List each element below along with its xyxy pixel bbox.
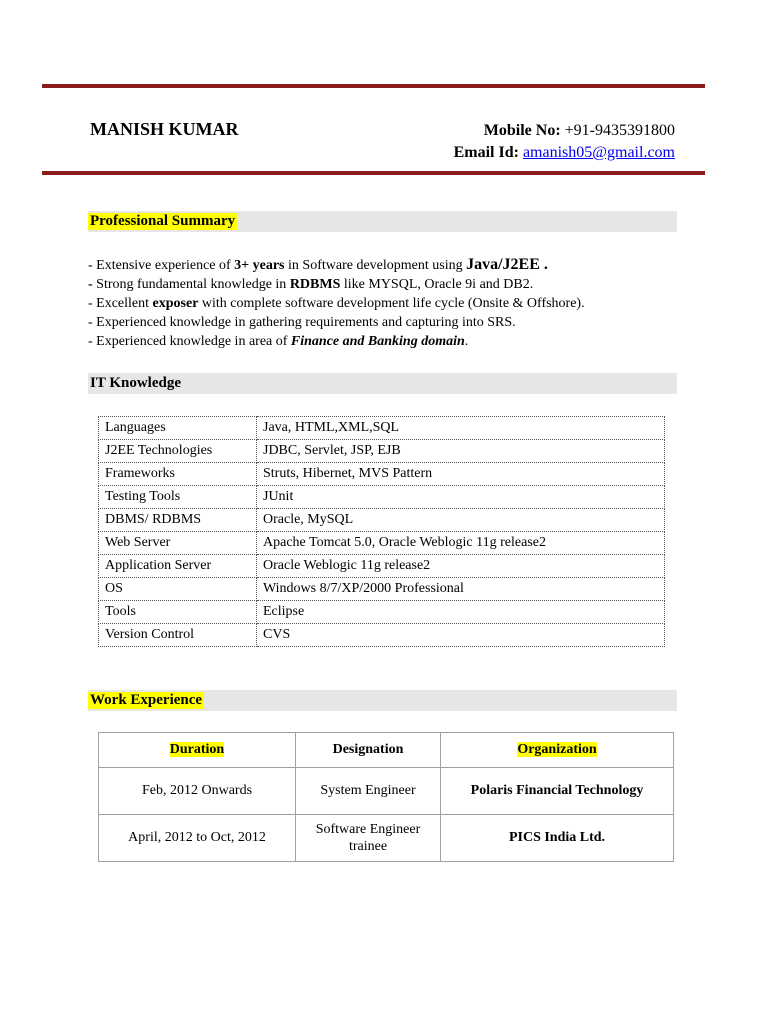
contact-block bbox=[454, 120, 675, 164]
table-header-row bbox=[99, 733, 674, 768]
table-row bbox=[99, 463, 665, 486]
column-header-organization: Organization bbox=[441, 733, 674, 768]
table-cell: JUnit bbox=[257, 486, 665, 509]
table-cell: Windows 8/7/XP/2000 Professional bbox=[257, 578, 665, 601]
table-cell: Frameworks bbox=[99, 463, 257, 486]
summary-line: - Strong fundamental knowledge in RDBMS like MYSQL, Oracle 9i and DB2. bbox=[88, 277, 534, 292]
candidate-name: MANISH KUMAR bbox=[90, 119, 239, 139]
table-cell: CVS bbox=[257, 624, 665, 647]
table-row bbox=[99, 532, 665, 555]
mobile-value: +91-9435391800 bbox=[560, 122, 675, 139]
table-cell: Polaris Financial Technology bbox=[441, 768, 674, 815]
summary-line: - Extensive experience of 3+ years in Software development using Java/J2EE . bbox=[88, 256, 548, 273]
bottom-rule bbox=[42, 171, 705, 175]
table-cell: Software Engineer trainee bbox=[296, 815, 441, 862]
table-cell: Oracle Weblogic 11g release2 bbox=[257, 555, 665, 578]
table-cell: System Engineer bbox=[296, 768, 441, 815]
table-row bbox=[99, 555, 665, 578]
top-rule bbox=[42, 84, 705, 88]
table-cell: Eclipse bbox=[257, 601, 665, 624]
column-header-duration: Duration bbox=[99, 733, 296, 768]
email-link[interactable]: amanish05@gmail.com bbox=[522, 144, 675, 161]
work-section-bar bbox=[88, 690, 677, 711]
email-line bbox=[454, 142, 675, 164]
table-cell: OS bbox=[99, 578, 257, 601]
table-row bbox=[99, 601, 665, 624]
table-cell: Web Server bbox=[99, 532, 257, 555]
summary-section-title: Professional Summary bbox=[90, 213, 236, 229]
table-cell: April, 2012 to Oct, 2012 bbox=[99, 815, 296, 862]
table-cell: Java, HTML,XML,SQL bbox=[257, 417, 665, 440]
table-cell: J2EE Technologies bbox=[99, 440, 257, 463]
column-header-designation: Designation bbox=[296, 733, 441, 768]
table-row bbox=[99, 815, 674, 862]
summary-list bbox=[88, 255, 688, 351]
table-row bbox=[99, 440, 665, 463]
it-section-bar bbox=[88, 373, 677, 394]
table-cell: Oracle, MySQL bbox=[257, 509, 665, 532]
table-cell: JDBC, Servlet, JSP, EJB bbox=[257, 440, 665, 463]
table-row bbox=[99, 768, 674, 815]
summary-line: - Experienced knowledge in area of Finance and Banking domain. bbox=[88, 334, 469, 349]
table-cell: Struts, Hibernet, MVS Pattern bbox=[257, 463, 665, 486]
mobile-line bbox=[454, 120, 675, 142]
table-row bbox=[99, 417, 665, 440]
summary-line: - Experienced knowledge in gathering requirements and capturing into SRS. bbox=[88, 315, 516, 330]
work-experience-table bbox=[98, 732, 674, 862]
table-row bbox=[99, 486, 665, 509]
table-row bbox=[99, 509, 665, 532]
work-section-title: Work Experience bbox=[90, 692, 203, 708]
it-section-title: IT Knowledge bbox=[90, 375, 181, 391]
table-cell: Application Server bbox=[99, 555, 257, 578]
summary-section-bar bbox=[88, 211, 677, 232]
table-cell: Languages bbox=[99, 417, 257, 440]
table-row bbox=[99, 578, 665, 601]
mobile-label: Mobile No: bbox=[483, 122, 561, 139]
table-row bbox=[99, 624, 665, 647]
table-cell: Apache Tomcat 5.0, Oracle Weblogic 11g release2 bbox=[257, 532, 665, 555]
table-cell: PICS India Ltd. bbox=[441, 815, 674, 862]
summary-line: - Excellent exposer with complete software development life cycle (Onsite & Offshore). bbox=[88, 296, 585, 311]
table-cell: Testing Tools bbox=[99, 486, 257, 509]
it-knowledge-table bbox=[98, 416, 665, 647]
table-cell: Feb, 2012 Onwards bbox=[99, 768, 296, 815]
table-cell: DBMS/ RDBMS bbox=[99, 509, 257, 532]
table-cell: Tools bbox=[99, 601, 257, 624]
table-cell: Version Control bbox=[99, 624, 257, 647]
email-label: Email Id: bbox=[453, 144, 519, 161]
